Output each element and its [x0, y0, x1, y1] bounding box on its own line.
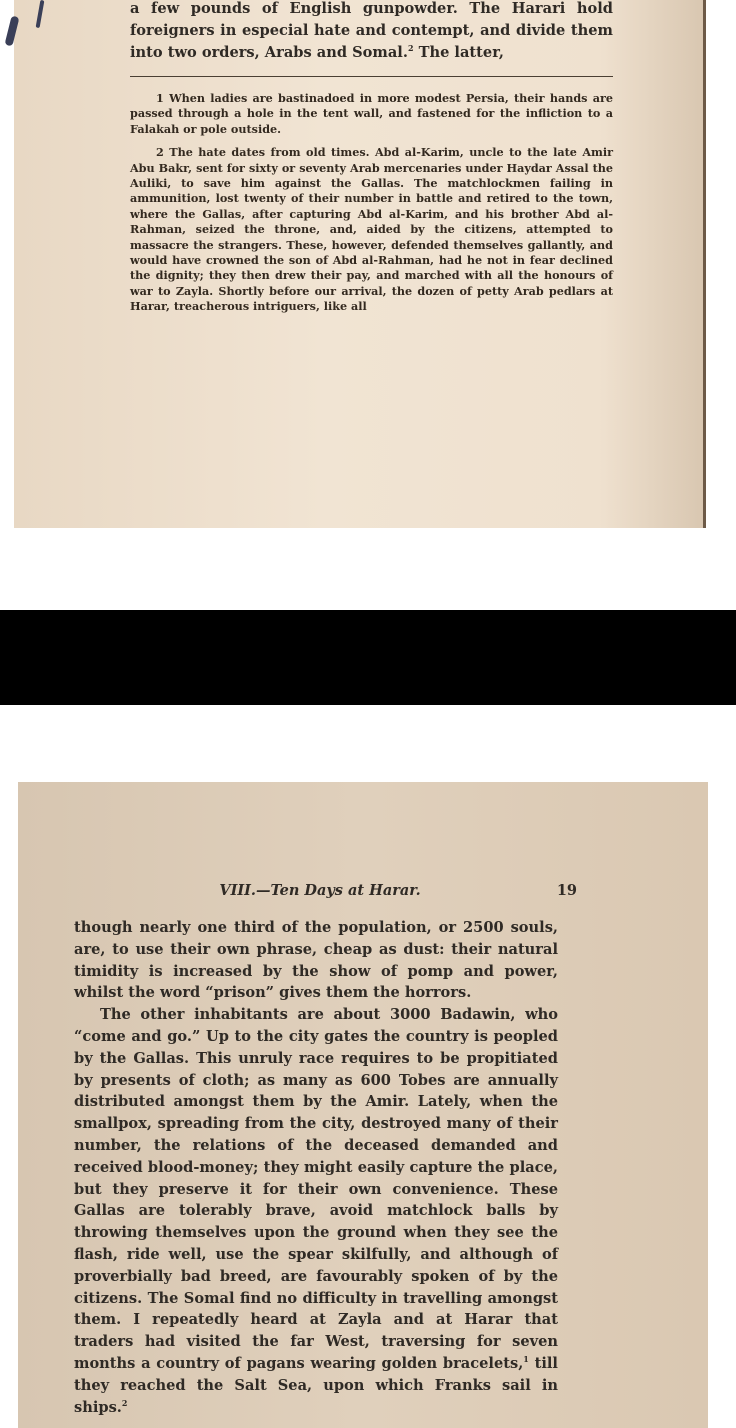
- top-body-paragraph: [130, 0, 613, 63]
- footnote-number: 1: [156, 91, 164, 105]
- footnotes: [130, 91, 613, 323]
- paragraph-2-part1: The other inhabitants are about 3000 Badawin, who “come and go.” Up to the city gates the country is peopled by the Gallas. This unruly race requires to be propitiated by presents of cloth; as many as 600 Tobes are annually distributed amongst them by the Amir. Lately, when the smallpox, spreading from the city, destroyed many of their number, the relations of the deceased demanded and received blood-money; they might easily capture the place, but they preserve it for their own convenience. These Gallas are tolerably brave, avoid matchlock balls by throwing themselves upon the ground when they see the flash, ride well, use the spear skilfully, and although of proverbially bad breed, are favourably spoken of by the citizens. The Somal find no difficulty in travelling amongst them. I repeatedly heard at Zayla and at Harar that traders had visited the far West, traversing for seven months a country of pagans wearing golden bracelets,: [74, 1006, 558, 1372]
- paragraph-1: though nearly one third of the population, or 2500 souls, are, to use their own phrase, cheap as dust: their natural timidity is increased by the show of pomp and power, whilst the word “prison” gives them the horrors.: [74, 919, 558, 1002]
- footnote-number: 2: [156, 145, 164, 160]
- ink-mark-icon: [36, 0, 45, 28]
- paragraph-2-part2: till they reached the Salt Sea, upon which Franks sail in ships.: [74, 1354, 558, 1416]
- footnote-rule: [130, 76, 613, 77]
- footnote-2: [130, 145, 613, 314]
- top-body-text-part2: The latter,: [413, 43, 504, 61]
- top-page: [14, 0, 706, 528]
- footnote-text: The hate dates from old times. Abd al-Karim, uncle to the late Amir Abu Bakr, sent for sixty or seventy Arab mercenaries under Haydar Assal the Auliki, to save him against the Gallas. The matchlockmen failing in ammunition, lost twenty of their number in battle and retired to the town, where the Gallas, after capturing Abd al-Karim, and his brother Abd al-Rahman, seized the throne, and, aided by the citizens, attempted to massacre the strangers. These, however, defended themselves gallantly, and would have crowned the son of Abd al-Rahman, had he not in fear declined the dignity; they then drew their pay, and marched with all the honours of war to Zayla. Shortly before our arrival, the dozen of petty Arab pedlars at Harar, treacherous intriguers, like all: [130, 145, 613, 314]
- scan-gap-band: [0, 610, 736, 705]
- paragraph-2: [74, 1004, 558, 1418]
- footnote-ref: 2: [121, 1397, 128, 1408]
- footnote-ref: 2: [407, 42, 414, 53]
- bottom-body-text: [74, 917, 558, 1418]
- bottom-page: [18, 782, 708, 1428]
- top-body-text: [130, 0, 613, 63]
- top-body-text-part1: a few pounds of English gunpowder. The Harari hold foreigners in especial hate and contempt, and divide them into two orders, Arabs and Somal.: [130, 0, 613, 61]
- page-number: 19: [556, 882, 577, 899]
- footnote-ref: 1: [523, 1354, 529, 1365]
- footnote-text: When ladies are bastinadoed in more modest Persia, their hands are passed through a hole in the tent wall, and fastened for the infliction to a Falakah or pole outside.: [130, 91, 613, 136]
- running-head: VIII.—Ten Days at Harar.: [219, 882, 421, 899]
- footnote-1: [130, 91, 613, 137]
